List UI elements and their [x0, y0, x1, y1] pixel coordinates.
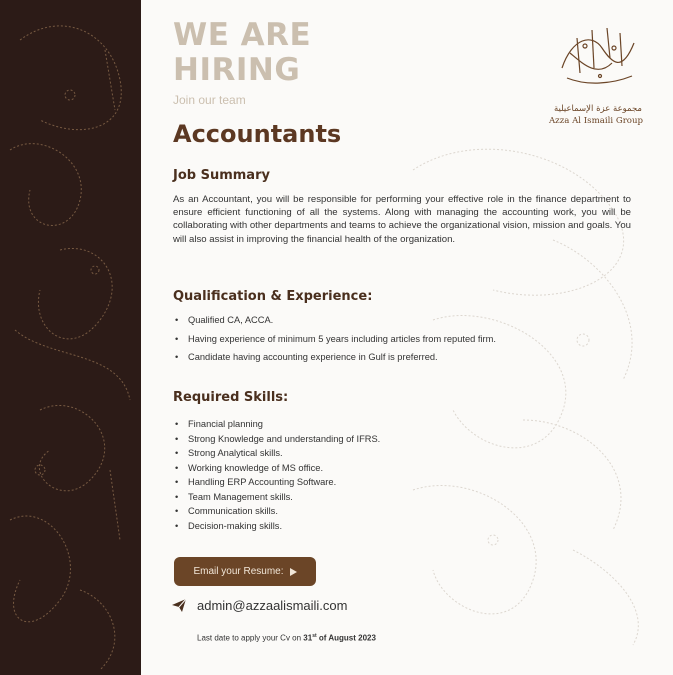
- deadline-prefix: Last date to apply your Cv on: [197, 633, 304, 643]
- company-name-english: Azza Al Ismaili Group: [548, 116, 644, 126]
- headline-subtitle: Join our team: [173, 93, 246, 107]
- deadline-day: 31: [303, 633, 313, 643]
- qualifications-heading: Qualification & Experience:: [173, 289, 373, 304]
- calligraphy-pattern-icon: [0, 0, 141, 675]
- decorative-side-band: [0, 0, 141, 675]
- headline-line-1: WE ARE: [173, 17, 312, 53]
- list-item: • Team Management skills.: [173, 492, 380, 507]
- list-item: • Communication skills.: [173, 506, 380, 521]
- job-title: Accountants: [173, 120, 342, 148]
- list-item: • Financial planning: [173, 419, 380, 434]
- play-arrow-icon: [290, 568, 297, 576]
- deadline-month-year: of August 2023: [316, 633, 376, 643]
- job-summary-heading: Job Summary: [173, 168, 270, 183]
- list-item: • Handling ERP Accounting Software.: [173, 477, 380, 492]
- headline-line-2: HIRING: [173, 52, 301, 88]
- list-item: • Qualified CA, ACCA.: [173, 315, 496, 334]
- list-item: • Having experience of minimum 5 years including articles from reputed firm.: [173, 334, 496, 353]
- company-logo-icon: [552, 18, 644, 88]
- list-item: • Strong Analytical skills.: [173, 448, 380, 463]
- qualifications-list: [173, 315, 496, 371]
- email-contact[interactable]: [172, 598, 347, 613]
- email-address-link[interactable]: admin@azzaalismaili.com: [197, 598, 348, 613]
- skills-heading: Required Skills:: [173, 390, 289, 405]
- skills-list: [173, 419, 380, 535]
- list-item: • Working knowledge of MS office.: [173, 463, 380, 478]
- job-summary-text: As an Accountant, you will be responsible for performing your effective role in the finance department to ensure efficient functioning of all the systems. Along with managing the accounting work, you will be collaborating with other departments and teams to achieve the organizational vision, mission and goals. You will also assist in improving the financial health of the organization.: [173, 194, 631, 245]
- email-resume-label: Email your Resume:: [193, 566, 284, 577]
- deadline-suffix: st: [312, 633, 317, 639]
- send-icon: [172, 599, 187, 612]
- list-item: • Decision-making skills.: [173, 521, 380, 536]
- company-name-arabic: مجموعة عزة الإسماعيلية: [553, 104, 642, 114]
- list-item: • Strong Knowledge and understanding of IFRS.: [173, 434, 380, 449]
- list-item: • Candidate having accounting experience in Gulf is preferred.: [173, 352, 496, 371]
- email-resume-button[interactable]: [174, 557, 316, 586]
- application-deadline: [197, 633, 376, 643]
